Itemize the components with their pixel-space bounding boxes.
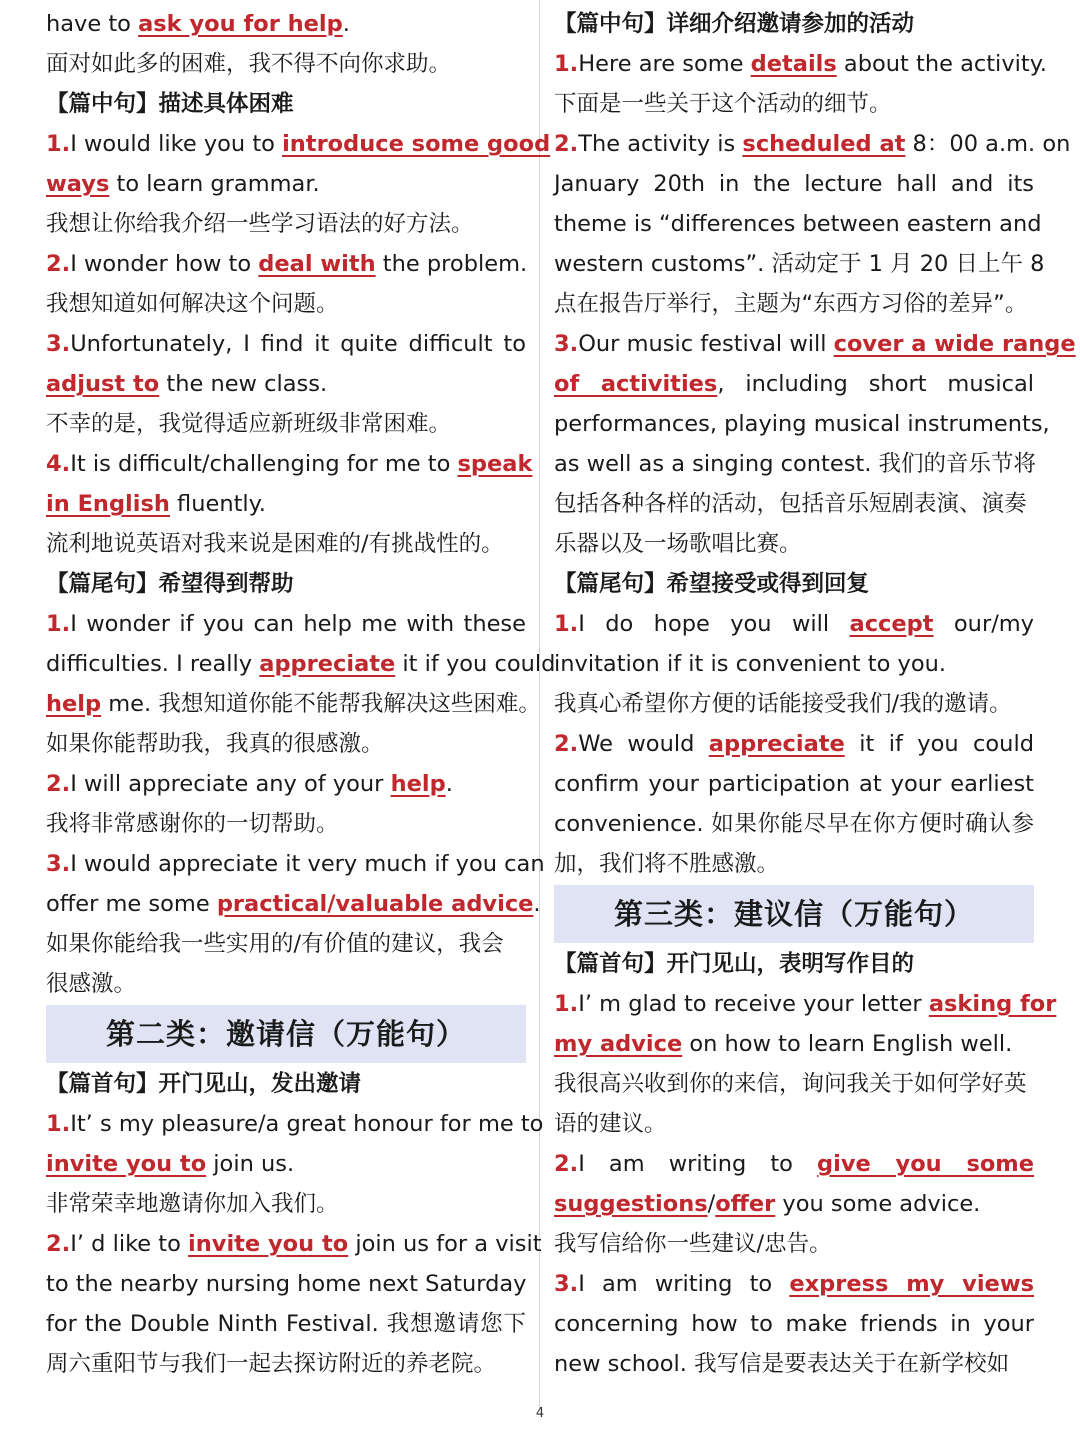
section-heading: 【篇尾句】希望接受或得到回复 — [554, 571, 870, 597]
key-phrase: help — [390, 771, 446, 797]
translation-line: 周六重阳节与我们一起去探访附近的养老院。 — [46, 1351, 497, 1377]
sentence-line: 1.Here are some details about the activity. — [554, 51, 1047, 77]
translation-line: 我想知道如何解决这个问题。 — [46, 291, 339, 317]
sentence-line: ways to learn grammar. — [46, 171, 320, 197]
key-phrase: appreciate — [259, 651, 396, 677]
page-number: 4 — [535, 1406, 545, 1421]
key-phrase: ways — [46, 171, 110, 197]
text-line: have to ask you for help. — [46, 11, 350, 37]
category-banner: 第二类：邀请信（万能句） — [46, 1005, 526, 1063]
item-number: 3. — [46, 331, 71, 357]
left-column — [46, 4, 556, 1384]
key-phrase: deal with — [258, 251, 376, 277]
sentence-line: 3.Our music festival will cover a wide range — [554, 331, 1076, 357]
sentence-line: confirm your participation at your earliest — [554, 771, 1034, 797]
sentence-line: difficulties. I really appreciate it if you could — [46, 651, 556, 677]
translation-line: 我很高兴收到你的来信，询问我关于如何学好英 — [554, 1071, 1027, 1097]
item-number: 1. — [554, 991, 579, 1017]
sentence-line: 2.We would appreciate it if you could — [554, 731, 1034, 757]
sentence-line: 2.I wonder how to deal with the problem. — [46, 251, 528, 277]
item-number: 2. — [554, 731, 579, 757]
translation-line: 包括各种各样的活动，包括音乐短剧表演、演奏 — [554, 491, 1027, 517]
item-number: 3. — [46, 851, 71, 877]
item-number: 1. — [554, 611, 579, 637]
sentence-line: 2.I am writing to give you some — [554, 1151, 1034, 1177]
translation-line: 下面是一些关于这个活动的细节。 — [554, 91, 892, 117]
translation-line: 我想让你给我介绍一些学习语法的好方法。 — [46, 211, 474, 237]
sentence-line: 1.I do hope you will accept our/my — [554, 611, 1035, 637]
translation-line: 非常荣幸地邀请你加入我们。 — [46, 1191, 339, 1217]
sentence-line: 3.I am writing to express my views — [554, 1271, 1034, 1297]
item-number: 2. — [46, 1231, 71, 1257]
key-phrase: invite you to — [188, 1231, 349, 1257]
sentence-line: western customs”. 活动定于 1 月 20 日上午 8 — [554, 251, 1045, 277]
translation-line: 我写信给你一些建议/忠告。 — [554, 1231, 832, 1257]
sentence-line: 1.I wonder if you can help me with these — [46, 611, 526, 637]
item-number: 1. — [46, 611, 71, 637]
sentence-line: theme is “differences between eastern and — [554, 211, 1042, 237]
item-number: 2. — [554, 131, 579, 157]
sentence-line: 1.I’ m glad to receive your letter asking for — [554, 991, 1057, 1017]
sentence-line: of activities, including short musical — [554, 371, 1034, 397]
sentence-line: as well as a singing contest. 我们的音乐节将 — [554, 451, 1037, 477]
item-number: 1. — [46, 1111, 71, 1137]
key-phrase: invite you to — [46, 1151, 207, 1177]
key-phrase: ask you for help — [138, 11, 343, 37]
translation-line: 点在报告厅举行，主题为“东西方习俗的差异”。 — [554, 291, 1028, 317]
sentence-line: adjust to the new class. — [46, 371, 328, 397]
section-heading: 【篇首句】开门见山，表明写作目的 — [554, 951, 915, 977]
translation-line: 面对如此多的困难，我不得不向你求助。 — [46, 51, 452, 77]
sentence-line: 1.It’ s my pleasure/a great honour for me to — [46, 1111, 544, 1137]
sentence-line: my advice on how to learn English well. — [554, 1031, 1013, 1057]
key-phrase: offer — [715, 1191, 776, 1217]
key-phrase: speak — [457, 451, 533, 477]
sentence-line: performances, playing musical instruments, — [554, 411, 1050, 437]
key-phrase: of activities — [554, 371, 718, 397]
translation-line: 加，我们将不胜感激。 — [554, 851, 780, 877]
sentence-line: 4.It is difficult/challenging for me to speak — [46, 451, 533, 477]
item-number: 2. — [46, 771, 71, 797]
sentence-line: to the nearby nursing home next Saturday — [46, 1271, 527, 1297]
item-number: 3. — [554, 1271, 579, 1297]
item-number: 1. — [46, 131, 71, 157]
key-phrase: appreciate — [708, 731, 845, 757]
translation-line: 如果你能帮助我，我真的很感激。 — [46, 731, 384, 757]
section-heading: 【篇中句】描述具体困难 — [46, 91, 294, 117]
key-phrase: cover a wide range — [833, 331, 1076, 357]
key-phrase: details — [750, 51, 837, 77]
sentence-line: new school. 我写信是要表达关于在新学校如 — [554, 1351, 1010, 1377]
key-phrase: my advice — [554, 1031, 683, 1057]
key-phrase: adjust to — [46, 371, 160, 397]
key-phrase: introduce some good — [282, 131, 551, 157]
sentence-line: in English fluently. — [46, 491, 266, 517]
key-phrase: accept — [849, 611, 934, 637]
key-phrase: help — [46, 691, 102, 717]
sentence-line: 3.I would appreciate it very much if you can — [46, 851, 545, 877]
sentence-line: 3.Unfortunately, I find it quite difficult to — [46, 331, 526, 357]
translation-line: 流利地说英语对我来说是困难的/有挑战性的。 — [46, 531, 504, 557]
sentence-line: for the Double Ninth Festival. 我想邀请您下 — [46, 1311, 526, 1337]
translation-line: 乐器以及一场歌唱比赛。 — [554, 531, 802, 557]
translation-line: 很感激。 — [46, 971, 137, 997]
sentence-line: 2.The activity is scheduled at 8：00 a.m. on — [554, 131, 1071, 157]
key-phrase: suggestions — [554, 1191, 708, 1217]
sentence-line: convenience. 如果你能尽早在你方便时确认参 — [554, 811, 1034, 837]
key-phrase: scheduled at — [742, 131, 906, 157]
sentence-line: January 20th in the lecture hall and its — [554, 171, 1034, 197]
sentence-line: suggestions/offer you some advice. — [554, 1191, 981, 1217]
sentence-line: invite you to join us. — [46, 1151, 295, 1177]
key-phrase: express my views — [789, 1271, 1034, 1297]
translation-line: 我将非常感谢你的一切帮助。 — [46, 811, 339, 837]
translation-line: 我真心希望你方便的话能接受我们/我的邀请。 — [554, 691, 1012, 717]
sentence-line: 1.I would like you to introduce some good — [46, 131, 551, 157]
key-phrase: in English — [46, 491, 170, 517]
key-phrase: asking for — [928, 991, 1057, 1017]
item-number: 2. — [554, 1151, 579, 1177]
right-column — [554, 4, 1076, 1384]
item-number: 1. — [554, 51, 579, 77]
sentence-line: 2.I’ d like to invite you to join us for a visit — [46, 1231, 542, 1257]
item-number: 3. — [554, 331, 579, 357]
key-phrase: practical/valuable advice — [216, 891, 534, 917]
section-heading: 【篇尾句】希望得到帮助 — [46, 571, 294, 597]
section-heading: 【篇中句】详细介绍邀请参加的活动 — [554, 11, 915, 37]
item-number: 4. — [46, 451, 71, 477]
section-heading: 【篇首句】开门见山，发出邀请 — [46, 1071, 362, 1097]
translation-line: 语的建议。 — [554, 1111, 667, 1137]
key-phrase: give you some — [817, 1151, 1034, 1177]
category-banner: 第三类：建议信（万能句） — [554, 885, 1034, 943]
sentence-line: invitation if it is convenient to you. — [554, 651, 946, 677]
sentence-line: offer me some practical/valuable advice. — [46, 891, 541, 917]
translation-line: 如果你能给我一些实用的/有价值的建议，我会 — [46, 931, 504, 957]
sentence-line: 2.I will appreciate any of your help. — [46, 771, 453, 797]
translation-line: 不幸的是，我觉得适应新班级非常困难。 — [46, 411, 452, 437]
sentence-line: concerning how to make friends in your — [554, 1311, 1034, 1337]
sentence-line: help me. 我想知道你能不能帮我解决这些困难。 — [46, 691, 541, 717]
item-number: 2. — [46, 251, 71, 277]
